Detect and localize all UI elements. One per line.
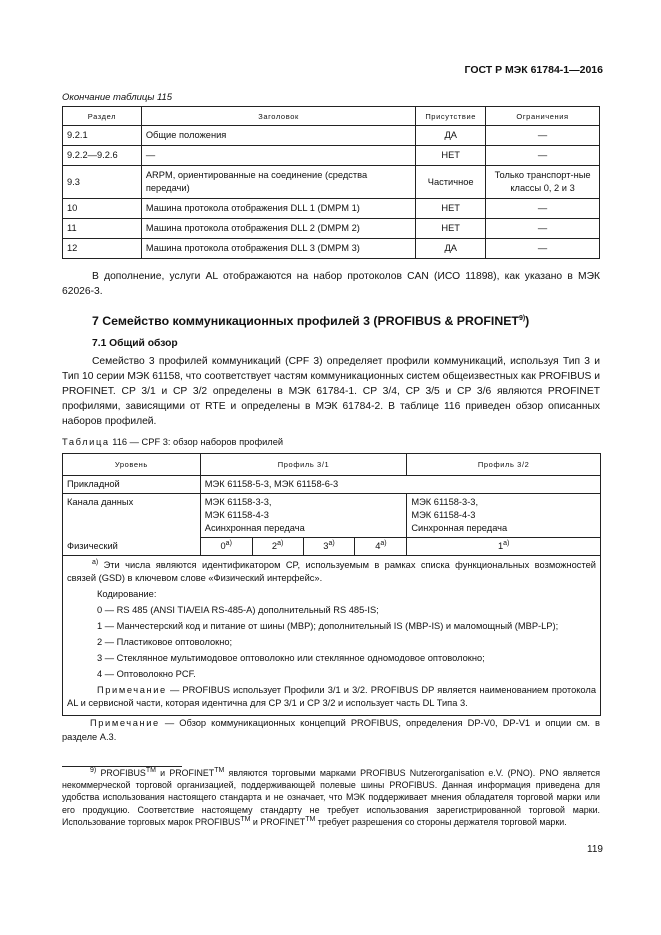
footnote-a-ref: a) (225, 539, 232, 547)
section-7-1-heading: 7.1 Общий обзор (92, 338, 178, 349)
table-note (67, 684, 596, 710)
coding-title: Кодирование: (97, 589, 157, 599)
table-row (63, 126, 600, 146)
cell-datalink-profile-3-1 (200, 494, 407, 538)
note-label: Примечание (97, 685, 167, 695)
footnote-9 (62, 767, 600, 828)
physical-id: 3 (323, 541, 329, 551)
table-row (63, 199, 600, 219)
table-116-caption-text: 116 — CPF 3: обзор наборов профилей (112, 437, 284, 447)
footnote-a-ref: a) (328, 539, 335, 547)
physical-id: 1 (497, 541, 504, 551)
cell-presence: ДА (416, 239, 486, 259)
cell-limits: — (486, 239, 600, 259)
coding-item: 4 — Оптоволокно PCF. (97, 669, 196, 679)
table-115 (62, 106, 600, 259)
coding-item: 3 — Стеклянное мультимодовое оптоволокно или стеклянное одномодовое оптоволокно; (97, 653, 485, 663)
col-header-presence: Присутствие (416, 107, 486, 126)
footnote-text: являются торговыми марками PROFIBUS Nutzerorganisation e.V. (PNO). PNO является некоммерческой торговой организацией, поддерживающей полевые шины PROFIBUS. Данная информация приведена для удобства использования настоящего стандарта и не означает, что МЭК поддерживает мнения обладателя торговой марки или его продукцию. Соответствие настоящему стандарту не требует использования зарегистрированной торговой марки. Использование торговых марок PROFIBUS (62, 768, 601, 827)
footnote-text: PROFIBUS (100, 768, 146, 778)
col-header-profile-3-1: Профиль 3/1 (200, 454, 407, 476)
table-row-datalink (63, 494, 601, 538)
coding-item: 1 — Манчестерский код и питание от шины (MBP); дополнительный IS (MBP-IS) и маломощный (MBP-LP); (97, 621, 559, 631)
datalink-3-2-line: Синхронная передача (411, 523, 508, 533)
footnote-9-mark: 9) (90, 767, 97, 775)
physical-id: 0 (220, 541, 226, 551)
physical-id: 2 (271, 541, 278, 551)
paragraph-overview: Семейство 3 профилей коммуникаций (CPF 3) определяет профили коммуникаций, используя Тип 3 и Тип 10 серии МЭК 61158, что соответствует частям коммуникационных систем общеизвестных как PROFIBUS и PROFINET. CP 3/1 и CP 3/2 определены в МЭК 61784-1. CP 3/4, CP 3/5 и CP 3/6 являются PROFINET профилями, зависящими от RTE и определены в МЭК 61784-2. В таблице 116 приведен обзор описанных наборов профилей. (62, 356, 600, 427)
cell-title: Машина протокола отображения DLL 3 (DMPM 3) (141, 239, 415, 259)
coding-item: 0 — RS 485 (ANSI TIA/EIA RS-485-A) дополнительный RS 485-IS; (97, 605, 379, 615)
tm-mark: TM (214, 767, 225, 775)
footnote-text: и PROFINET (252, 816, 306, 827)
table-header-row (63, 454, 601, 476)
cell-presence: ДА (416, 126, 486, 146)
page-number: 119 (587, 844, 603, 855)
footnote-a (67, 559, 596, 585)
cell-section: 11 (63, 219, 142, 239)
cell-physical-value (200, 538, 252, 556)
datalink-3-1-line: МЭК 61158-3-3, (204, 497, 272, 507)
tm-mark: TM (240, 815, 251, 823)
table-116-caption (62, 437, 283, 447)
datalink-3-2-line: МЭК 61158-4-3 (411, 510, 476, 520)
footnote-a-mark: a) (92, 558, 99, 566)
table-row-application (63, 476, 601, 494)
col-header-level: Уровень (63, 454, 201, 476)
table-footnotes (63, 556, 601, 716)
cell-level: Канала данных (63, 494, 201, 538)
cell-physical-value (303, 538, 355, 556)
table-header-row (63, 107, 600, 126)
cell-title: ARPM, ориентированные на соединение (средства передачи) (141, 166, 415, 199)
cell-title: Машина протокола отображения DLL 2 (DMPM 2) (141, 219, 415, 239)
datalink-3-2-line: МЭК 61158-3-3, (411, 497, 479, 507)
coding-item: 2 — Пластиковое оптоволокно; (97, 637, 233, 647)
cell-section: 10 (63, 199, 142, 219)
cell-title: — (141, 146, 415, 166)
col-header-limits: Ограничения (486, 107, 600, 126)
note-text: — Обзор коммуникационных концепций PROFIBUS, определения DP-V0, DP-V1 и опции см. в разделе А.3. (62, 718, 600, 742)
cell-presence: НЕТ (416, 199, 486, 219)
document-header: ГОСТ Р МЭК 61784-1—2016 (464, 64, 603, 76)
note-text: — PROFIBUS использует Профили 3/1 и 3/2. PROFIBUS DP является наименованием протокола AL и сервисной части, которая идентична для CP 3/1 и CP 3/2 и использует часть DL Типа 3. (67, 685, 596, 708)
footnote-text: требует разрешения со стороны держателя торговой марки. (317, 816, 567, 827)
cell-datalink-profile-3-2 (407, 494, 601, 538)
cell-limits: — (486, 219, 600, 239)
cell-section: 12 (63, 239, 142, 259)
col-header-section: Раздел (63, 107, 142, 126)
datalink-3-1-line: МЭК 61158-4-3 (204, 510, 269, 520)
cell-physical-value (252, 538, 303, 556)
cell-level: Физический (63, 538, 201, 556)
footnote-a-text: Эти числа являются идентификатором CP, используемым в рамках списка функциональных возможностей связей (GSD) в ключевом слове «Физический интерфейс». (67, 560, 596, 583)
cell-limits: — (486, 146, 600, 166)
cell-title: Общие положения (141, 126, 415, 146)
table-116 (62, 453, 601, 716)
tm-mark: TM (305, 815, 316, 823)
section-7-heading (92, 314, 529, 328)
cell-level: Прикладной (63, 476, 201, 494)
cell-application-standards: МЭК 61158-5-3, МЭК 61158-6-3 (200, 476, 600, 494)
cell-limits: — (486, 199, 600, 219)
col-header-profile-3-2: Профиль 3/2 (407, 454, 601, 476)
footnote-a-ref: a) (380, 539, 387, 547)
physical-id: 4 (375, 541, 381, 551)
note-label: Примечание (90, 718, 160, 728)
cell-presence: НЕТ (416, 219, 486, 239)
cell-section: 9.2.1 (63, 126, 142, 146)
footnote-text: и PROFINET (160, 768, 215, 778)
cell-title: Машина протокола отображения DLL 1 (DMPM 1) (141, 199, 415, 219)
cell-physical-value (355, 538, 407, 556)
tm-mark: TM (145, 767, 156, 775)
cell-limits: — (486, 126, 600, 146)
note-after-table (62, 716, 600, 744)
table-row (63, 166, 600, 199)
footnote-a-ref: a) (503, 539, 510, 547)
table-115-caption: Окончание таблицы 115 (62, 92, 173, 103)
table-116-caption-label: Таблица (62, 437, 110, 447)
cell-physical-value (407, 538, 601, 556)
paragraph-al-mapping: В дополнение, услуги AL отображаются на набор протоколов CAN (ИСО 11898), как указано в МЭК 62026-3. (62, 271, 600, 297)
footnote-a-ref: a) (277, 539, 284, 547)
section-7-title-end: ) (525, 314, 530, 328)
cell-presence: НЕТ (416, 146, 486, 166)
col-header-title: Заголовок (141, 107, 415, 126)
cell-limits: Только транспорт-ные классы 0, 2 и 3 (486, 166, 600, 199)
cell-presence: Частичное (416, 166, 486, 199)
cell-section: 9.3 (63, 166, 142, 199)
cell-section: 9.2.2—9.2.6 (63, 146, 142, 166)
table-footnotes-row (63, 556, 601, 716)
datalink-3-1-line: Асинхронная передача (204, 523, 305, 533)
section-7-title: 7 Семейство коммуникационных профилей 3 (PROFIBUS & PROFINET (92, 314, 519, 328)
table-row (63, 146, 600, 166)
footnote-ref-9: 9) (518, 314, 526, 322)
table-row (63, 219, 600, 239)
table-row (63, 239, 600, 259)
table-row-physical (63, 538, 601, 556)
